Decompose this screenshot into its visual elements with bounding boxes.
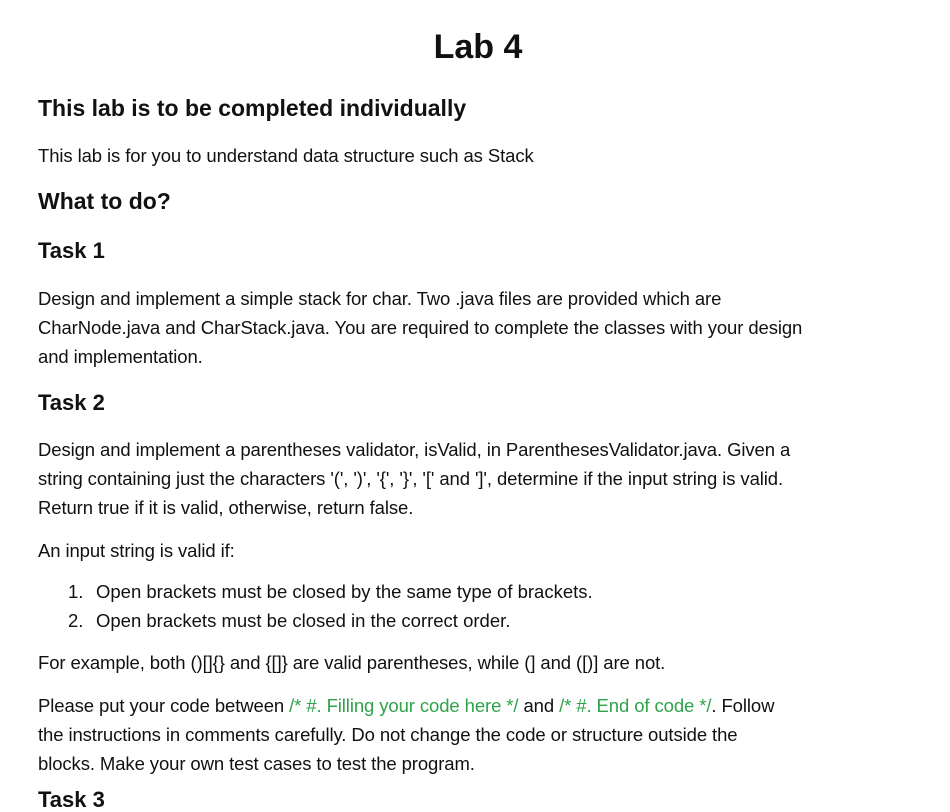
task2-line: Design and implement a parentheses validator, isValid, in ParenthesesValidator.java. Given a [38,439,791,460]
intro-paragraph: This lab is for you to understand data structure such as Stack [38,145,534,166]
task1-line: Design and implement a simple stack for char. Two .java files are provided which are [38,288,722,309]
instructions-line: blocks. Make your own test cases to test the program. [38,753,475,774]
instructions-and: and [518,695,560,716]
rules-list [68,577,593,635]
what-to-do-heading: What to do? [38,188,171,214]
instructions-paragraph [38,691,918,778]
task2-line: Return true if it is valid, otherwise, return false. [38,497,414,518]
subtitle-heading: This lab is to be completed individually [38,95,467,121]
list-item [68,577,593,606]
list-text: Open brackets must be closed by the same type of brackets. [96,581,593,602]
example-paragraph: For example, both ()[]{} and {[]} are valid parentheses, while (] and ([)] are not. [38,652,666,673]
code-start-marker: /* #. Filling your code here */ [289,695,519,716]
valid-intro: An input string is valid if: [38,540,235,561]
page-title: Lab 4 [433,28,523,66]
next-section-heading-partial: Task 3 [38,787,105,812]
list-text: Open brackets must be closed in the correct order. [96,610,511,631]
task1-line: CharNode.java and CharStack.java. You are required to complete the classes with your design [38,317,803,338]
code-end-marker: /* #. End of code */ [559,695,712,716]
instructions-line: the instructions in comments carefully. Do not change the code or structure outside the [38,724,738,745]
instructions-suffix: . Follow [711,695,775,716]
list-number: 1. [68,581,84,602]
task1-heading: Task 1 [38,238,105,263]
task2-line: string containing just the characters '(', ')', '{', '}', '[' and ']', determine if the input string is valid. [38,468,784,489]
task2-paragraph [38,435,918,522]
list-item [68,606,593,635]
list-number: 2. [68,610,84,631]
instructions-line [38,691,918,720]
instructions-prefix: Please put your code between [38,695,290,716]
task1-line: and implementation. [38,346,203,367]
task2-heading: Task 2 [38,390,105,415]
task1-paragraph [38,284,918,371]
